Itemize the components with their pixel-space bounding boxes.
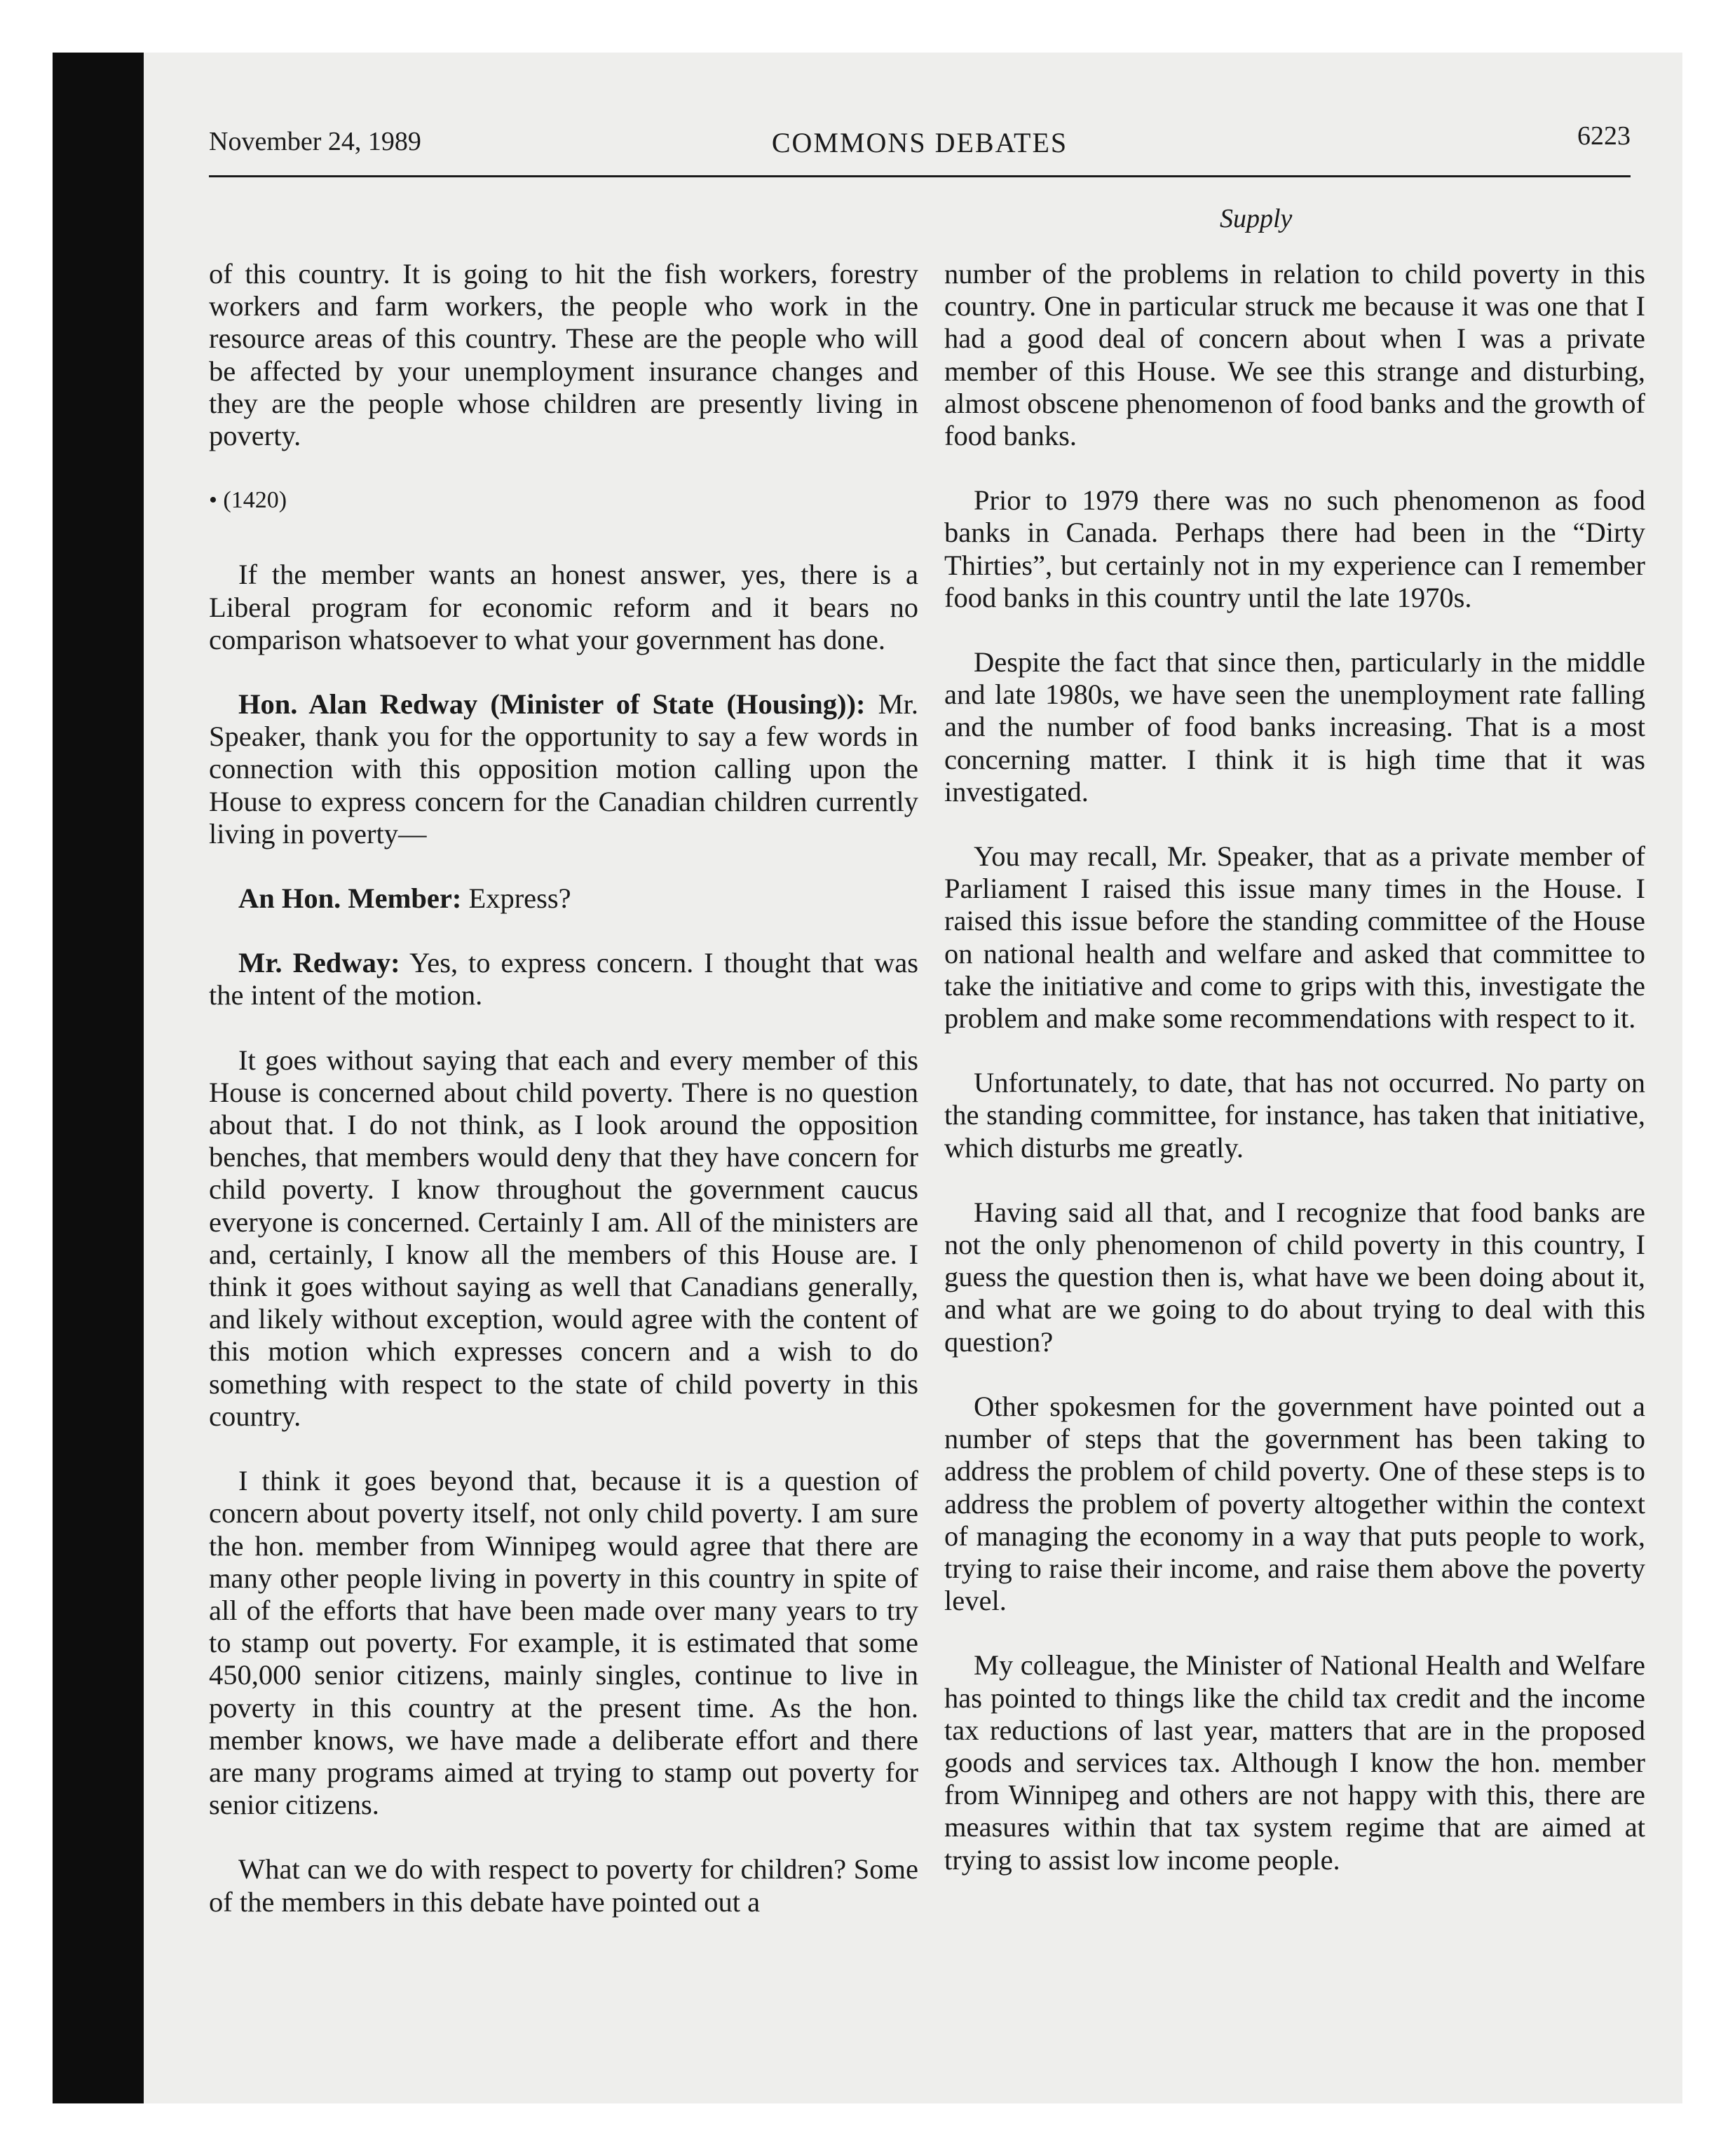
paragraph: If the member wants an honest answer, yes, there is a Liberal program for economic reform and it bears no comparison whatsoever to what your government has done. — [209, 559, 918, 655]
time-marker: • (1420) — [209, 487, 287, 514]
page-number: 6223 — [1577, 121, 1631, 151]
paragraph: Unfortunately, to date, that has not occurred. No party on the standing committee, for instance, has taken that initiative, which disturbs me greatly. — [944, 1067, 1645, 1164]
speech-redway-intro — [209, 688, 918, 850]
paragraph: It goes without saying that each and every member of this House is concerned about child poverty. There is no question about that. I do not think, as I look around the opposition benches, that members would deny that they have concern for child poverty. I know throughout the government caucus everyone is concerned. Certainly I am. All of the ministers are and, certainly, I know all the members of this House are. I think it goes without saying as well that Canadians generally, and likely without exception, would agree with the content of this motion which expresses concern and a wish to do something with respect to the state of child poverty in this country. — [209, 1044, 918, 1432]
speech-text: Mr. Speaker, thank you for the opportunity to say a few words in connection with this opposition motion calling upon the House to express concern for the Canadian children currently living in poverty— — [209, 688, 918, 850]
right-column — [944, 258, 1645, 1909]
section-label: Supply — [1220, 204, 1293, 233]
paragraph: I think it goes beyond that, because it is a question of concern about poverty itself, not only child poverty. I am sure the hon. member from Winnipeg would agree that there are many other people living in poverty in this country in spite of all of the efforts that have been made over many years to try to stamp out poverty. For example, it is estimated that some 450,000 senior citizens, mainly singles, continue to live in poverty in this country at the present time. As the hon. member knows, we have made a deliberate effort and there are many programs aimed at trying to stamp out poverty for senior citizens. — [209, 1465, 918, 1821]
binding-shadow — [53, 53, 144, 2103]
speech-text: Yes, to express concern. I thought that was the intent of the motion. — [209, 947, 919, 1011]
speaker-name: Hon. Alan Redway (Minister of State (Housing)): — [238, 688, 866, 721]
page-header — [209, 119, 1631, 177]
speech-interjection — [209, 882, 918, 915]
paragraph: My colleague, the Minister of National Health and Welfare has pointed to things like the child tax credit and the income tax reductions of last year, matters that are in the proposed goods and services tax. Although I know the hon. member from Winnipeg and others are not happy with this, there are measures within that tax system regime that are aimed at trying to assist low income people. — [944, 1649, 1645, 1876]
speech-redway-reply — [209, 947, 918, 1011]
paragraph: Having said all that, and I recognize that food banks are not the only phenomenon of child poverty in this country, I guess the question then is, what have we been doing about it, and what are we going to do about trying to deal with this question? — [944, 1196, 1645, 1358]
paragraph: number of the problems in relation to child poverty in this country. One in particular struck me because it was one that I had a good deal of concern about when I was a private member of this House. We see this strange and disturbing, almost obscene phenomenon of food banks and the growth of food banks. — [944, 258, 1645, 452]
paragraph: Prior to 1979 there was no such phenomenon as food banks in Canada. Perhaps there had been in the “Dirty Thirties”, but certainly not in my experience can I remember food banks in this country until the late 1970s. — [944, 484, 1645, 613]
header-date: November 24, 1989 — [209, 127, 421, 156]
speaker-name: An Hon. Member: — [238, 882, 462, 915]
header-title: COMMONS DEBATES — [771, 127, 1068, 158]
paragraph: Despite the fact that since then, particularly in the middle and late 1980s, we have seen the unemployment rate falling and the number of food banks increasing. That is a most concerning matter. I think it is high time that it was investigated. — [944, 646, 1645, 807]
speaker-name: Mr. Redway: — [238, 947, 400, 979]
paragraph: You may recall, Mr. Speaker, that as a private member of Parliament I raised this issue many times in the House. I raised this issue before the standing committee of the House on national health and welfare and asked that committee to take the initiative and come to grips with this, investigate the problem and make some recommendations with respect to it. — [944, 840, 1645, 1035]
paragraph: Other spokesmen for the government have pointed out a number of steps that the government has been taking to address the problem of child poverty. One of these steps is to address the problem of poverty altogether within the context of managing the economy in a way that puts people to work, trying to raise their income, and raise them above the poverty level. — [944, 1390, 1645, 1617]
paragraph: What can we do with respect to poverty for children? Some of the members in this debate have pointed out a — [209, 1853, 918, 1918]
left-column — [209, 258, 918, 1951]
speech-text: Express? — [468, 882, 571, 915]
paragraph: of this country. It is going to hit the fish workers, forestry workers and farm workers, the people who work in the resource areas of this country. These are the people who will be affected by your unemployment insurance changes and they are the people whose children are presently living in poverty. — [209, 258, 918, 452]
